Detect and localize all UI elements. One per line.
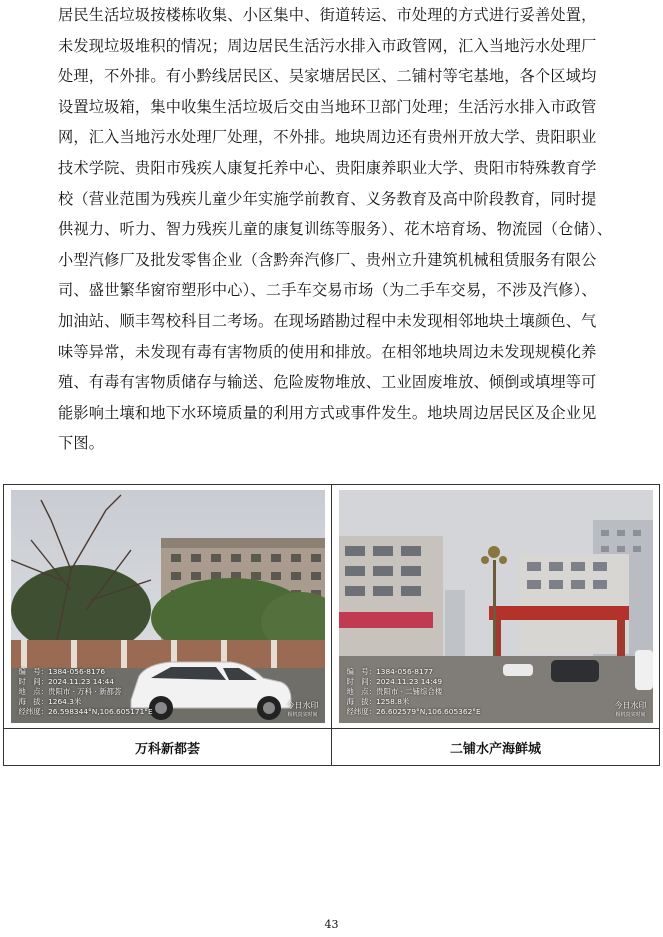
watermark-code: 编 号：1384-056-8177 [346,667,434,676]
photo-cell [4,485,332,729]
watermark-brand-name: 今日水印 [614,701,647,710]
photo-watermark [347,667,481,717]
paragraph-line: 司、盛世繁华窗帘塑形中心）、二手车交易市场（为二手车交易，不涉及汽修）、 [58,281,597,300]
watermark-coords: 经纬度：26.598344°N,106.605171°E [18,707,153,716]
watermark-place: 地 点：贵阳市 · 万科 · 新都荟 [18,687,122,696]
paragraph-line: 加油站、顺丰驾校科目二考场。在现场踏勘过程中未发现相邻地块土壤颜色、气 [58,311,597,330]
watermark-place: 地 点：贵阳市 · 二铺综合楼 [346,687,443,696]
paragraph-line: 技术学院、贵阳市残疾人康复托养中心、贵阳康养职业大学、贵阳市特殊教育学 [58,158,597,177]
paragraph-line: 殖、有毒有害物质储存与输送、危险废物堆放、工业固废堆放、倾倒或填埋等可 [58,373,597,392]
watermark-coords: 经纬度：26.602579°N,106.605362°E [346,707,481,716]
watermark-altitude: 海 拔：1264.3米 [18,697,82,706]
watermark-brand [287,700,319,718]
paragraph-line: 网，汇入当地污水处理厂处理，不外排。地块周边还有贵州开放大学、贵阳职业 [58,128,597,147]
photo-vanke-xindouhui [11,490,325,723]
paragraph-line: 校（营业范围为残疾儿童少年实施学前教育、义务教育及高中阶段教育，同时提 [58,189,597,208]
paragraph-line: 味等异常，未发现有毒有害物质的使用和排放。在相邻地块周边未发现规模化养 [58,342,597,361]
photo-watermark [19,667,153,717]
page-number: 43 [324,918,339,931]
paragraph-line: 小型汽修厂及批发零售企业（含黔奔汽修厂、贵州立升建筑机械租赁服务有限公 [58,250,597,269]
watermark-time: 时 间：2024.11.23 14:44 [18,677,115,686]
photo-erpu-seafood-city [339,490,653,723]
watermark-brand-name: 今日水印 [286,701,319,710]
watermark-code: 编 号：1384-056-8176 [18,667,106,676]
body-paragraph [58,0,613,459]
photo-table [3,484,660,766]
watermark-brand [615,700,647,718]
paragraph-line: 供视力、听力、智力残疾儿童的康复训练等服务）、花木培育场、物流园（仓储）、 [58,220,613,239]
watermark-altitude: 海 拔：1258.8米 [346,697,410,706]
watermark-brand-sub: 相机真实时间 [287,712,318,718]
paragraph-line: 设置垃圾箱，集中收集生活垃圾后交由当地环卫部门处理；生活污水排入市政管 [58,97,597,116]
photo-caption: 万科新都荟 [4,729,332,766]
paragraph-line: 处理，不外排。有小黔线居民区、吴家塘居民区、二铺村等宅基地，各个区域均 [58,67,597,86]
paragraph-line: 能影响土壤和地下水环境质量的利用方式或事件发生。地块周边居民区及企业见 [58,403,597,422]
paragraph-line: 下图。 [58,434,105,453]
paragraph-line: 未发现垃圾堆积的情况；周边居民生活污水排入市政管网，汇入当地污水处理厂 [58,36,597,55]
paragraph-line: 居民生活垃圾按楼栋收集、小区集中、街道转运、市处理的方式进行妥善处置， [58,6,597,24]
watermark-brand-sub: 相机真实时间 [615,712,646,718]
photo-caption: 二铺水产海鲜城 [332,729,660,766]
watermark-time: 时 间：2024.11.23 14:49 [346,677,443,686]
photo-cell [332,485,660,729]
